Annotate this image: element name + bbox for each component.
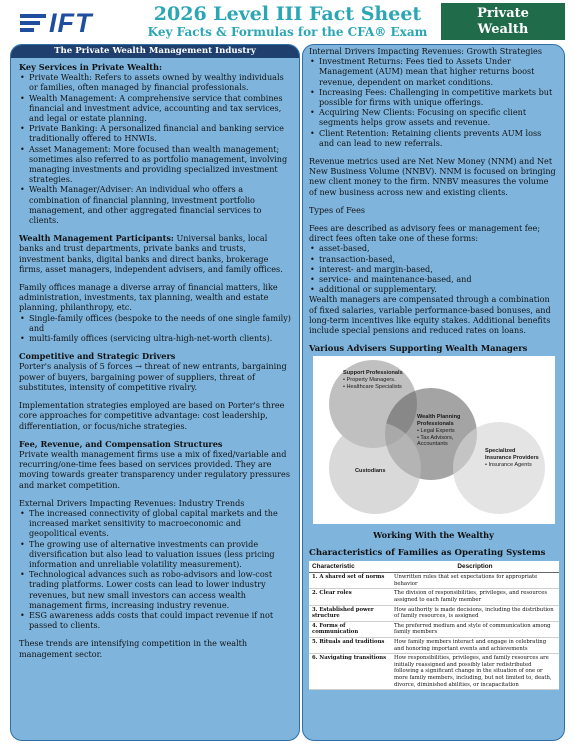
venn-diagram xyxy=(313,356,555,524)
description-cell: How responsibilities, privileges, and family resources are initially reassigned and possibly later redistributed following a significant change in the situation of one or more family members, including, but not limited to, death, divorce, diminished abilities, or incapacitation xyxy=(391,654,559,690)
list-item: • Increasing Fees: Challenging in competitive markets but possible for firms with unique offerings. xyxy=(309,87,558,107)
list-item: • Wealth Management: A comprehensive service that combines financial and investment advice, accounting and tax services, and legal or estate planning. xyxy=(19,93,291,124)
list-item: • Asset Management: More focused than wealth management; sometimes also referred to as portfolio management, involving managing investments and providing specialized investment strategies. xyxy=(19,144,291,185)
badge-line-1: Private xyxy=(477,6,529,21)
list-item: • interest- and margin-based, xyxy=(309,264,558,274)
characteristic-cell: 5. Rituals and traditions xyxy=(309,638,391,654)
list-item: • Investment Returns: Fees tied to Assets Under Management (AUM) mean that higher returns boost revenue, dependent on market conditions. xyxy=(309,56,558,87)
table-row xyxy=(309,621,559,637)
families-table-body xyxy=(309,573,559,690)
characteristic-cell: 2. Clear roles xyxy=(309,589,391,605)
list-item: • Acquiring New Clients: Focusing on specific client segments helps grow assets and revenue. xyxy=(309,107,558,127)
list-item: • transaction-based, xyxy=(309,254,558,264)
list-item: • Single-family offices (bespoke to the needs of one single family) and xyxy=(19,313,291,333)
description-cell: How authority is made decisions, including the distribution of family resources, is assigned xyxy=(391,605,559,621)
external-drivers-list xyxy=(19,508,291,630)
fees-intro: Fees are described as advisory fees or management fee; direct fees often take one of these forms: xyxy=(309,223,541,244)
list-item: • additional or supplementary. xyxy=(309,284,558,294)
working-caption: Working With the Wealthy xyxy=(373,530,494,541)
logo-text: IFT xyxy=(49,7,93,38)
list-item: • Private Banking: A personalized financial and banking service traditionally offered to HNWIs. xyxy=(19,123,291,143)
table-row xyxy=(309,605,559,621)
implementation-text: Implementation strategies employed are based on Porter's three core approaches for competitive advantage: cost leadership, differentiation, or focus/niche strategies. xyxy=(19,400,285,431)
list-item: • ESG awareness adds costs that could impact revenue if not passed to clients. xyxy=(19,610,291,630)
list-item: • The growing use of alternative investments can provide diversification but also lead to valuation issues (less pricing information and unreliable volatility measurement). xyxy=(19,539,291,570)
list-item: • Wealth Manager/Adviser: An individual who offers a combination of financial planning, investment portfolio management, and other aggregated financial services to clients. xyxy=(19,184,291,225)
table-row xyxy=(309,589,559,605)
family-offices-text: Family offices manage a diverse array of financial matters, like administration, investments, tax planning, wealth and estate planning, philanthropy, etc. xyxy=(19,282,278,313)
description-cell: Unwritten rules that set expectations for appropriate behavior xyxy=(391,573,559,589)
left-panel xyxy=(10,44,300,741)
page-subtitle: Key Facts & Formulas for the CFA® Exam xyxy=(147,25,428,39)
wealth-title: Wealth Planning Professionals xyxy=(417,414,461,428)
competitive-title: Competitive and Strategic Drivers xyxy=(19,351,176,362)
wealth-item-1: • Legal Experts xyxy=(417,427,455,434)
characteristic-cell: 3. Established power structure xyxy=(309,605,391,621)
support-title: Support Professionals xyxy=(343,370,403,377)
venn-wealth-label xyxy=(417,414,473,448)
compensation-text: Wealth managers are compensated through a combination of fixed salaries, variable performance-based bonuses, and long-term incentives like equity stakes. Additional benefits include special pensions and reduced rates on loans. xyxy=(309,294,551,336)
key-services-title: Key Services in Private Wealth: xyxy=(19,62,163,72)
insurance-title: Specialized Insurance Providers xyxy=(485,448,539,462)
insurance-item-1: • Insurance Agents xyxy=(485,461,532,468)
internal-drivers-title: Internal Drivers Impacting Revenues: Growth Strategies xyxy=(309,46,542,56)
characteristic-cell: 1. A shared set of norms xyxy=(309,573,391,589)
table-header-row xyxy=(309,561,559,573)
page-title: 2026 Level III Fact Sheet xyxy=(153,3,422,25)
internal-drivers-list xyxy=(309,56,558,148)
ift-logo xyxy=(20,8,135,38)
characteristic-cell: 6. Navigating transitions xyxy=(309,654,391,690)
venn-custodians-label: Custodians xyxy=(355,468,386,475)
table-row xyxy=(309,573,559,589)
family-offices-list xyxy=(19,313,291,344)
badge-line-2: Wealth xyxy=(477,22,529,37)
participants-paragraph xyxy=(19,233,291,274)
right-panel xyxy=(302,44,565,741)
list-item: • Technological advances such as robo-advisors and low-cost trading platforms. Lower costs can lead to lower industry revenues, but new small investors can access wealth management firms, increasing industry revenue. xyxy=(19,569,291,610)
list-item: • asset-based, xyxy=(309,243,558,253)
key-services-list xyxy=(19,72,291,225)
table-row xyxy=(309,638,559,654)
table-header-description: Description xyxy=(391,561,559,573)
description-cell: The preferred medium and style of communication among family members xyxy=(391,621,559,637)
characteristic-cell: 4. Forms of communication xyxy=(309,621,391,637)
types-of-fees-title: Types of Fees xyxy=(309,204,366,215)
left-panel-content xyxy=(11,62,299,659)
fee-text: Private wealth management firms use a mix of fixed/variable and recurring/one-time fees based on services provided. They are moving towards greater transparency under regulatory pressures and market competition. xyxy=(19,448,290,490)
list-item: • multi-family offices (servicing ultra-high-net-worth clients). xyxy=(19,333,291,343)
description-cell: How family members interact and engage in celebrating and honoring important events and achievements xyxy=(391,638,559,654)
description-cell: The division of responsibilities, privileges, and resources assigned to each family member xyxy=(391,589,559,605)
list-item: • Private Wealth: Refers to assets owned by wealthy individuals or families, often managed by financial professionals. xyxy=(19,72,291,92)
table-header-characteristic: Characteristic xyxy=(309,561,391,573)
wealth-item-2: • Tax Advisors, Accountants xyxy=(417,434,454,448)
topic-badge xyxy=(441,3,565,40)
support-item-1: • Property Managers. xyxy=(343,377,396,384)
fee-title: Fee, Revenue, and Compensation Structures xyxy=(19,438,223,449)
fee-forms-list xyxy=(309,243,558,294)
revenue-metrics-text: Revenue metrics used are Net New Money (NNM) and Net New Business Volume (NNBV). NNM is focused on bringing new client money to the firm. NNBV measures the volume of new business across new and existing clients. xyxy=(309,156,556,197)
families-table-title: Characteristics of Families as Operating Systems xyxy=(309,548,546,559)
list-item: • service- and maintenance-based, and xyxy=(309,274,558,284)
participants-text: Universal banks, local banks and trust departments, private banks and trusts, investment banks, digital banks and direct banks, brokerage firms, asset managers, independent advisers, and family offices. xyxy=(19,233,283,274)
list-item: • The increased connectivity of global capital markets and the increased market sensitivity to macroeconomic and geopolitical events. xyxy=(19,508,291,539)
logo-bars-icon xyxy=(20,14,46,32)
competitive-text: Porter's analysis of 5 forces → threat of new entrants, bargaining power of buyers, bargaining power of suppliers, threat of substitutes, intensity of competitive rivalry. xyxy=(19,361,287,392)
families-table xyxy=(309,561,559,690)
left-panel-heading: The Private Wealth Management Industry xyxy=(11,45,299,58)
support-item-2: • Healthcare Specialists xyxy=(343,383,402,390)
venn-support-label xyxy=(343,370,403,390)
venn-insurance-label xyxy=(485,448,543,468)
list-item: • Client Retention: Retaining clients prevents AUM loss and can lead to new referrals. xyxy=(309,128,558,148)
closing-text: These trends are intensifying competition in the wealth management sector. xyxy=(19,638,248,659)
participants-title: Wealth Management Participants: xyxy=(19,233,174,244)
venn-title: Various Advisers Supporting Wealth Managers xyxy=(309,343,528,354)
table-row xyxy=(309,654,559,690)
external-drivers-title: External Drivers Impacting Revenues: Industry Trends xyxy=(19,497,245,508)
right-panel-content xyxy=(303,45,564,335)
